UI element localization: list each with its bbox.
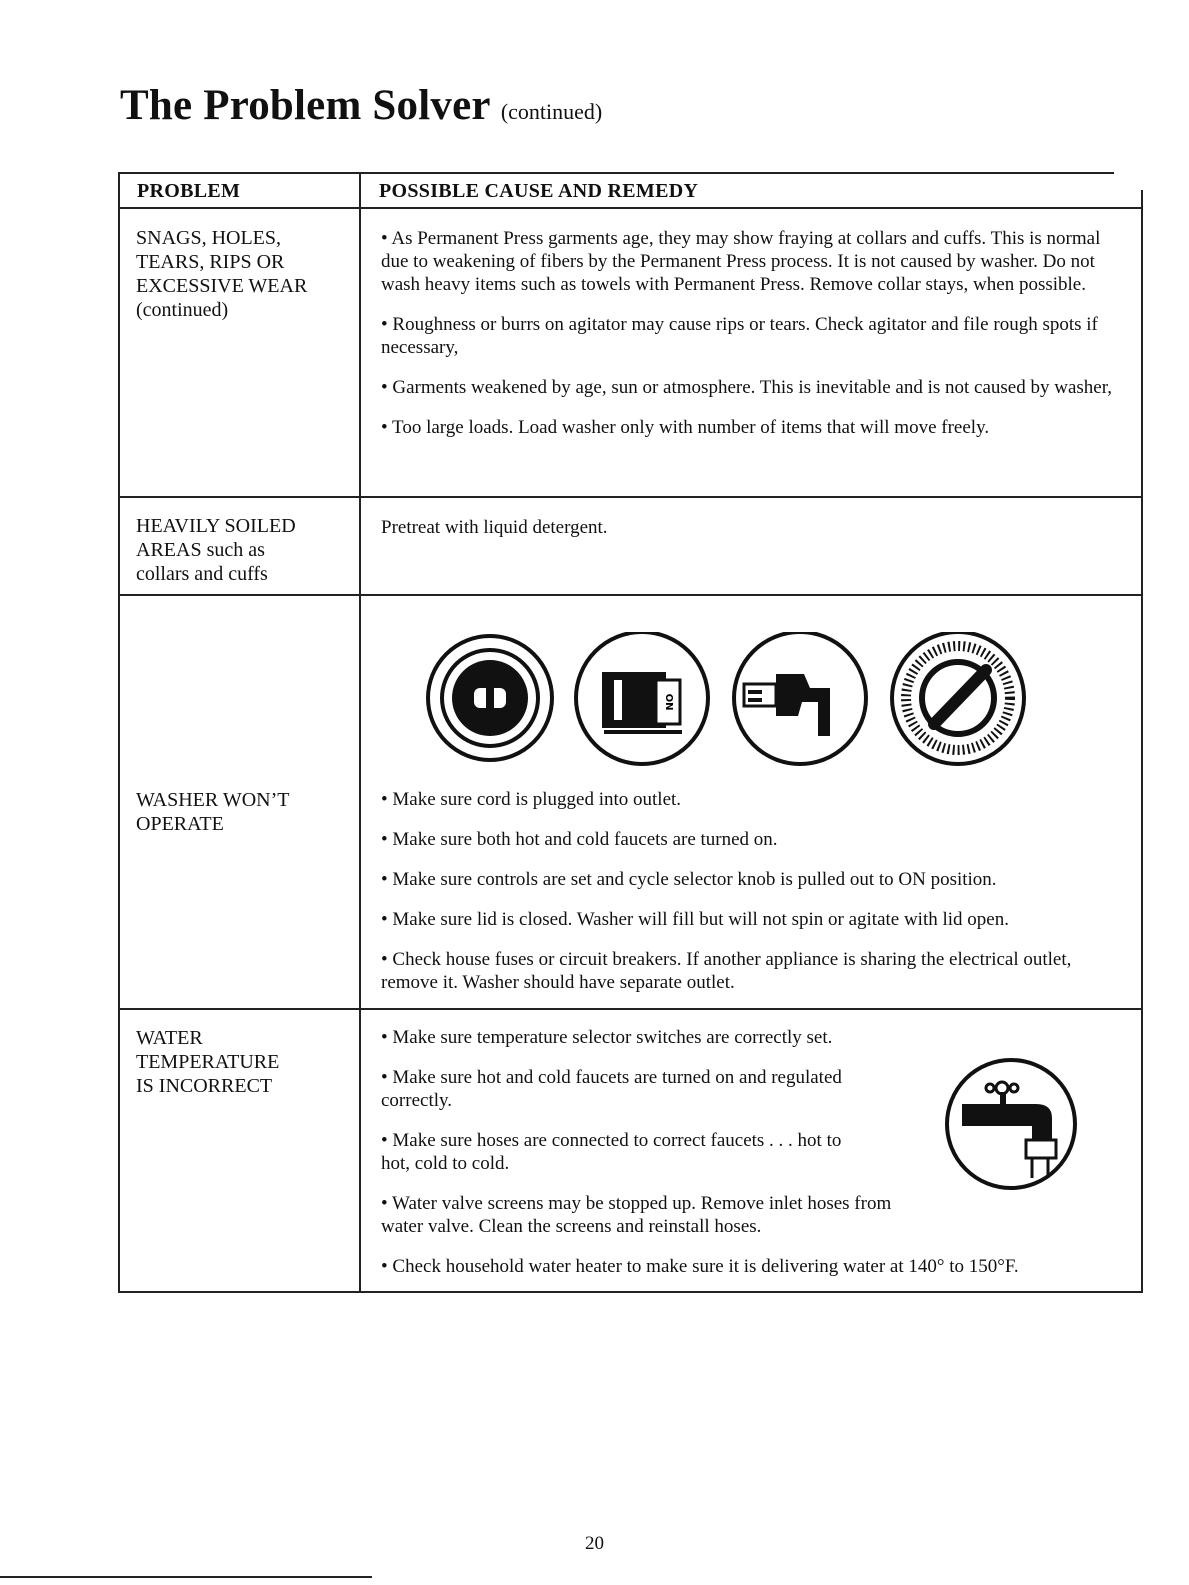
problem-line: EXCESSIVE WEAR <box>136 275 308 297</box>
table-header-rule <box>118 207 1143 209</box>
table-column-divider <box>359 174 361 1293</box>
problem-water-temperature <box>136 1026 346 1098</box>
remedy-item: • Make sure lid is closed. Washer will fill but will not spin or agitate with lid open. <box>381 909 1009 930</box>
remedy-item: • Make sure both hot and cold faucets are turned on. <box>381 829 778 850</box>
remedy-item: Pretreat with liquid detergent. <box>381 517 608 538</box>
remedy-item: • Too large loads. Load washer only with number of items that will move freely. <box>381 417 990 438</box>
problem-line: TEARS, RIPS OR <box>136 251 285 273</box>
problem-line: IS INCORRECT <box>136 1075 273 1097</box>
selector-knob-icon <box>892 632 1024 764</box>
problem-line: SNAGS, HOLES, <box>136 227 282 249</box>
remedy-item: • Make sure hot and cold faucets are turned on and regulated correctly. <box>381 1067 842 1111</box>
title-text: The Problem Solver <box>120 82 490 129</box>
page-title <box>120 84 602 127</box>
problem-line: OPERATE <box>136 813 224 835</box>
plug-icon <box>734 632 866 764</box>
problem-line: collars and cuffs <box>136 563 268 585</box>
problem-heavily-soiled <box>136 514 346 586</box>
problem-line: WATER <box>136 1027 203 1049</box>
row-divider-2 <box>118 594 1143 596</box>
faucet-icon <box>944 1054 1080 1194</box>
table-top-rule <box>118 172 1114 174</box>
row-divider-1 <box>118 496 1143 498</box>
remedy-item: • As Permanent Press garments age, they may show fraying at collars and cuffs. This is normal due to weakening of fibers by the Permanent Press process. It is not caused by washer. Do not wash heavy items such as towels with Permanent Press. Remove collar stays, when possible. <box>381 228 1101 295</box>
remedy-item: • Water valve screens may be stopped up. Remove inlet hoses from water valve. Clean the screens and reinstall hoses. <box>381 1193 892 1237</box>
on-switch-icon <box>576 632 708 764</box>
fuse-icon <box>428 636 552 760</box>
remedy-item: • Make sure hoses are connected to correct faucets . . . hot to hot, cold to cold. <box>381 1130 842 1174</box>
table-right-border <box>1141 190 1143 1293</box>
page-number: 20 <box>585 1533 604 1554</box>
remedy-snags-holes <box>381 227 1126 456</box>
remedy-washer-wont-operate <box>381 788 1126 1011</box>
washer-check-icons <box>426 632 1030 766</box>
problem-snags-holes <box>136 226 346 322</box>
problem-line: WASHER WON’T <box>136 789 290 811</box>
remedy-item: • Make sure cord is plugged into outlet. <box>381 789 682 810</box>
svg-text:ON: ON <box>663 693 674 711</box>
footer-rule <box>0 1576 372 1578</box>
remedy-item: • Roughness or burrs on agitator may cause rips or tears. Check agitator and file rough spots if necessary, <box>381 314 1098 358</box>
remedy-item: • Make sure controls are set and cycle selector knob is pulled out to ON position. <box>381 869 997 890</box>
remedy-item: • Check house fuses or circuit breakers. If another appliance is sharing the electrical outlet, remove it. Washer should have separate outlet. <box>381 949 1072 993</box>
table-left-border <box>118 174 120 1293</box>
problem-line: AREAS such as <box>136 539 265 561</box>
remedy-item: • Check household water heater to make sure it is delivering water at 140° to 150°F. <box>381 1256 1019 1277</box>
column-header-remedy: POSSIBLE CAUSE AND REMEDY <box>379 180 699 202</box>
remedy-heavily-soiled <box>381 516 1141 556</box>
remedy-item: • Garments weakened by age, sun or atmosphere. This is inevitable and is not caused by washer, <box>381 377 1113 398</box>
problem-washer-wont-operate <box>136 788 346 836</box>
problem-line: HEAVILY SOILED <box>136 515 296 537</box>
column-header-problem: PROBLEM <box>137 180 241 202</box>
title-suffix: (continued) <box>500 99 603 124</box>
problem-line: (continued) <box>136 299 229 321</box>
remedy-item: • Make sure temperature selector switches are correctly set. <box>381 1027 833 1048</box>
problem-line: TEMPERATURE <box>136 1051 280 1073</box>
